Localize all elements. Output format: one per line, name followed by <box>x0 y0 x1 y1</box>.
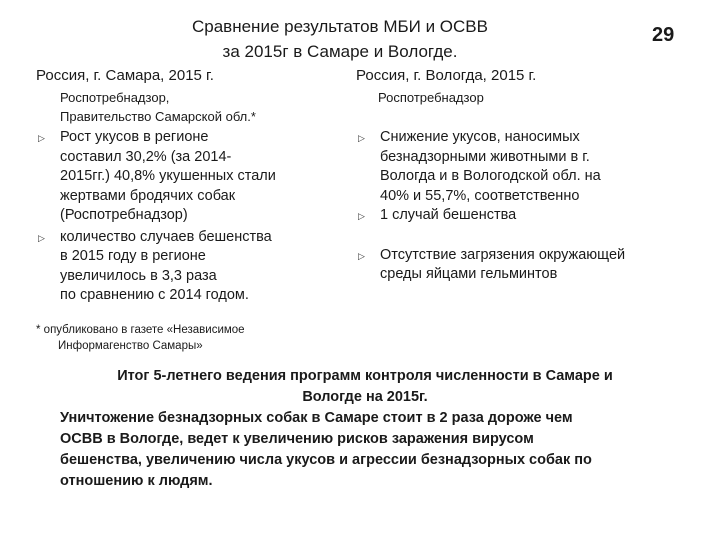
arrow-bullet-icon: ▷ <box>358 211 365 221</box>
bullet-line: Отсутствие загрязения окружающей <box>380 246 626 263</box>
bullet-line: (Роспотребнадзор) <box>60 207 188 223</box>
bullet-line: по сравнению с 2014 годом. <box>60 287 249 303</box>
arrow-bullet-icon: ▷ <box>358 133 365 143</box>
summary-block <box>60 366 670 492</box>
bullet-line: безнадзорными животными в г. <box>380 148 590 165</box>
left-bullet-item <box>36 128 326 226</box>
summary-line-1: Итог 5-летнего ведения программ контроля численности в Самаре и <box>117 368 613 384</box>
summary-line-3: Уничтожение безнадзорных собак в Самаре стоит в 2 раза дороже чем <box>60 410 573 426</box>
bullet-line: увеличилось в 3,3 раза <box>60 267 217 284</box>
left-bullet-item <box>36 228 326 306</box>
title-line-2: за 2015г в Самаре и Вологде. <box>222 42 458 61</box>
bullet-line: жертвами бродячих собак <box>60 187 236 204</box>
right-bullet-list <box>356 128 696 285</box>
bullet-line: Рост укусов в регионе <box>60 129 209 145</box>
summary-line-6: отношению к людям. <box>60 473 213 489</box>
bullet-line: 2015гг.) 40,8% укушенных стали <box>60 168 276 184</box>
footnote-line-2: Информагенство Самары» <box>58 340 203 352</box>
bullet-line: Вологда и в Вологодской обл. на <box>380 168 601 184</box>
right-bullet-item <box>356 246 696 285</box>
bullet-line: составил 30,2% (за 2014- <box>60 148 232 165</box>
left-source <box>60 88 256 126</box>
left-bullet-list <box>36 128 326 306</box>
bullet-line: количество случаев бешенства <box>60 228 272 245</box>
left-heading: Россия, г. Самара, 2015 г. <box>36 67 214 84</box>
right-heading: Россия, г. Вологда, 2015 г. <box>356 67 537 84</box>
summary-line-4: ОСВВ в Вологде, ведет к увеличению рисков заражения вирусом <box>60 431 534 447</box>
bullet-line: в 2015 году в регионе <box>60 248 206 264</box>
summary-line-5: бешенства, увеличению числа укусов и агрессии безнадзорных собак по <box>60 452 592 468</box>
arrow-bullet-icon: ▷ <box>38 232 45 243</box>
right-source: Роспотребнадзор <box>378 90 484 105</box>
bullet-line: Снижение укусов, наносимых <box>380 129 580 145</box>
left-source-line-2: Правительство Самарской обл.* <box>60 109 256 124</box>
bullet-line: среды яйцами гельминтов <box>380 266 558 282</box>
right-bullet-item <box>356 128 696 206</box>
slide-number: 29 <box>652 24 675 46</box>
footnote <box>36 322 245 354</box>
bullet-line: 1 случай бешенства <box>380 207 517 223</box>
summary-line-2: Вологде на 2015г. <box>302 389 428 405</box>
bullet-line: 40% и 55,7%, соответственно <box>380 187 580 204</box>
right-bullet-item <box>356 206 696 226</box>
arrow-bullet-icon: ▷ <box>38 133 45 143</box>
arrow-bullet-icon: ▷ <box>358 250 365 261</box>
slide-title <box>140 14 540 64</box>
title-line-1: Сравнение результатов МБИ и ОСВВ <box>192 17 488 36</box>
footnote-line-1: * опубликовано в газете «Независимое <box>36 324 245 336</box>
left-source-line-1: Роспотребнадзор, <box>60 90 170 105</box>
